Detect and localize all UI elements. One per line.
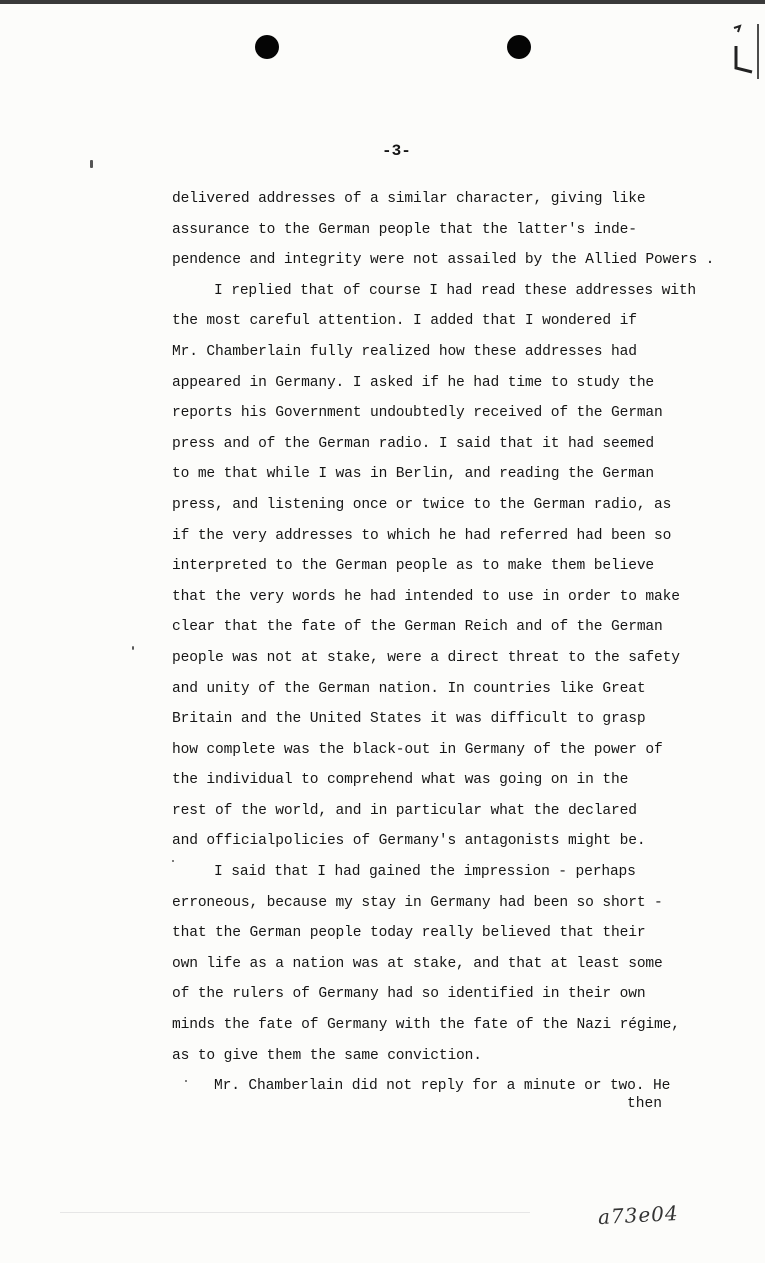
page-number: -3- [382, 142, 411, 160]
text-line: I said that I had gained the impression - perhaps [214, 864, 636, 881]
handwritten-archive-mark: a73e04 [597, 1200, 680, 1230]
text-line: Mr. Chamberlain fully realized how these addresses had [172, 343, 637, 360]
paper-speck [90, 160, 93, 168]
letter-body [172, 184, 742, 1102]
text-line: that the very words he had intended to use in order to make [172, 588, 680, 605]
text-line: Britain and the United States it was difficult to grasp [172, 711, 646, 728]
punch-hole-left [255, 35, 279, 59]
text-line: how complete was the black-out in Germany of the power of [172, 741, 663, 758]
text-line: and officialpolicies of Germany's antagonists might be. [172, 833, 646, 850]
paper-speck [132, 646, 134, 650]
text-line: the most careful attention. I added that I wondered if [172, 313, 637, 330]
text-line: appeared in Germany. I asked if he had time to study the [172, 374, 655, 391]
text-line: as to give them the same conviction. [172, 1047, 482, 1064]
text-line: I replied that of course I had read these addresses with [214, 282, 697, 299]
text-line: clear that the fate of the German Reich and of the German [172, 619, 663, 636]
text-line: press, and listening once or twice to the German radio, as [172, 496, 672, 513]
paper-clip-mark [730, 24, 760, 79]
text-line: interpreted to the German people as to make them believe [172, 558, 655, 575]
text-line: erroneous, because my stay in Germany had been so short - [172, 894, 663, 911]
text-line: delivered addresses of a similar character, giving like [172, 191, 646, 207]
text-line: assurance to the German people that the latter's inde- [172, 221, 637, 238]
text-line: own life as a nation was at stake, and that at least some [172, 955, 663, 972]
text-line: pendence and integrity were not assailed by the Allied Powers . [172, 252, 715, 269]
punch-hole-right [507, 35, 531, 59]
text-line: minds the fate of Germany with the fate of the Nazi régime, [172, 1017, 680, 1034]
text-line: and unity of the German nation. In countries like Great [172, 680, 646, 697]
continuation-word: then [627, 1096, 663, 1112]
page-top-edge [0, 0, 765, 4]
text-line: reports his Government undoubtedly received of the German [172, 405, 663, 422]
text-line: that the German people today really believed that their [172, 925, 646, 942]
scan-artifact-line [60, 1212, 530, 1213]
text-line: Mr. Chamberlain did not reply for a minute or two. He [214, 1078, 671, 1095]
text-line: the individual to comprehend what was going on in the [172, 772, 629, 789]
text-line: if the very addresses to which he had referred had been so [172, 527, 672, 544]
text-line: people was not at stake, were a direct threat to the safety [172, 649, 680, 666]
text-line: of the rulers of Germany had so identified in their own [172, 986, 646, 1003]
text-line: rest of the world, and in particular what the declared [172, 802, 637, 819]
text-line: press and of the German radio. I said that it had seemed [172, 435, 655, 452]
text-line: to me that while I was in Berlin, and reading the German [172, 466, 655, 483]
